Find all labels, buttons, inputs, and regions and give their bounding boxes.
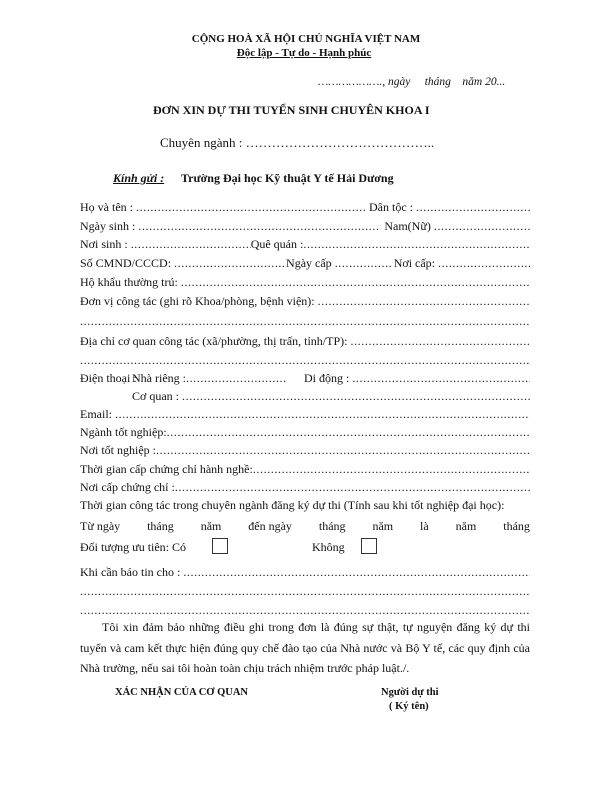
cert-place-label: Nơi cấp chứng chỉ : <box>80 480 175 494</box>
work-address-row[interactable] <box>80 334 530 348</box>
email-label: Email: <box>80 407 115 421</box>
contact-field-line2[interactable] <box>80 584 530 598</box>
birthplace-label: Nơi sinh : <box>80 237 131 251</box>
applicant-label: Người dự thi <box>381 687 439 698</box>
period-years: năm <box>455 519 477 533</box>
full-name-field[interactable] <box>136 200 366 214</box>
dob-field[interactable] <box>138 219 378 233</box>
cert-place-field[interactable] <box>175 480 530 494</box>
id-row[interactable] <box>80 256 530 270</box>
contact-field[interactable] <box>183 565 530 579</box>
workplace-label: Đơn vị công tác (ghi rõ Khoa/phòng, bệnh viện): <box>80 294 318 308</box>
national-motto: Độc lập - Tự do - Hạnh phúc <box>236 47 372 59</box>
grad-place-row[interactable] <box>80 443 530 457</box>
work-address-field-line2[interactable] <box>80 353 530 367</box>
period-to-year: năm <box>372 519 394 533</box>
cert-date-field[interactable] <box>253 462 530 476</box>
phone-office-field[interactable] <box>182 389 530 403</box>
dob-row[interactable] <box>80 219 530 233</box>
birthplace-field[interactable] <box>131 237 251 251</box>
gender-label: Nam(Nữ) <box>378 219 434 233</box>
full-name-label: Họ và tên : <box>80 200 136 214</box>
id-field[interactable] <box>174 256 286 270</box>
major-label: Ngành tốt nghiệp: <box>80 425 167 439</box>
hometown-label: Quê quán : <box>250 237 304 251</box>
date-line: ………………., ngày tháng năm 20... <box>318 76 506 88</box>
hometown-field[interactable] <box>303 237 530 251</box>
period-to-day: đến ngày <box>248 519 292 533</box>
to-label: Kính gửi : <box>113 171 165 185</box>
cert-place-row[interactable] <box>80 480 530 494</box>
period-months: tháng <box>503 519 530 533</box>
email-row[interactable] <box>80 407 530 421</box>
email-field[interactable] <box>115 407 530 421</box>
major-row[interactable] <box>80 425 530 439</box>
period-is: là <box>420 519 429 533</box>
period-row[interactable] <box>80 519 530 533</box>
ethnicity-label: Dân tộc : <box>366 200 416 214</box>
cert-date-label: Thời gian cấp chứng chỉ hành nghề: <box>80 462 253 476</box>
workplace-field[interactable] <box>318 294 530 308</box>
period-from-month: tháng <box>147 519 174 533</box>
phone-row[interactable] <box>80 371 530 385</box>
full-name-row[interactable] <box>80 200 530 214</box>
issue-place-field[interactable] <box>438 256 530 270</box>
cert-date-row[interactable] <box>80 462 530 476</box>
issue-date-label: Ngày cấp <box>286 256 335 270</box>
period-to-month: tháng <box>318 519 346 533</box>
pledge-paragraph: Tôi xin đảm bảo những điều ghi trong đơn là đúng sự thật, tự nguyện đăng ký dự thi tuyển và cam kết thực hiện đúng quy chế đào tạo của Nhà nước và Bộ Y tế, các quy định của Nhà trường, nếu sai tôi hoàn toàn chịu trách nhiệm trước pháp luật./. <box>80 620 530 675</box>
work-address-label: Địa chỉ cơ quan công tác (xã/phường, thị trấn, tỉnh/TP): <box>80 334 351 348</box>
contact-row-3[interactable] <box>80 603 530 617</box>
phone-mobile-field[interactable] <box>352 371 530 385</box>
priority-yes-checkbox[interactable] <box>212 538 228 554</box>
contact-label: Khi cần báo tin cho : <box>80 565 184 579</box>
residence-label: Hộ khẩu thường trú: <box>80 275 181 289</box>
residence-row[interactable] <box>80 275 530 289</box>
contact-row-2[interactable] <box>80 584 530 598</box>
phone-label: Điện thoại : <box>80 371 137 385</box>
workplace-field-line2[interactable] <box>80 314 530 328</box>
workplace-continued-row[interactable] <box>80 314 530 328</box>
grad-place-field[interactable] <box>156 443 530 457</box>
priority-no-checkbox[interactable] <box>361 538 377 554</box>
gender-field[interactable] <box>434 219 530 233</box>
workplace-row[interactable] <box>80 294 530 308</box>
contact-row[interactable] <box>80 565 530 579</box>
work-time-label: Thời gian công tác trong chuyên ngành đăng ký dự thi (Tính sau khi tốt nghiệp đại học): <box>80 498 505 512</box>
residence-field[interactable] <box>181 275 530 289</box>
phone-home-field[interactable] <box>186 371 286 385</box>
id-label: Số CMND/CCCD: <box>80 256 175 270</box>
grad-place-label: Nơi tốt nghiệp : <box>80 443 157 457</box>
issue-date-field[interactable] <box>335 256 391 270</box>
contact-field-line3[interactable] <box>80 603 530 617</box>
work-address-continued-row[interactable] <box>80 353 530 367</box>
phone-home-label: Nhà riêng : <box>132 371 186 385</box>
priority-no-label: Không <box>312 540 345 554</box>
to-recipient: Trường Đại học Kỹ thuật Y tế Hải Dương <box>181 171 394 185</box>
ethnicity-field[interactable] <box>416 200 530 214</box>
phone-office-label: Cơ quan : <box>132 389 183 403</box>
period-from-year: năm <box>200 519 222 533</box>
agency-confirmation-label: XÁC NHẬN CỦA CƠ QUAN <box>115 687 248 698</box>
specialty-field[interactable]: Chuyên ngành : …………………………………….. <box>160 135 435 150</box>
form-title: ĐƠN XIN DỰ THI TUYỂN SINH CHUYÊN KHOA I <box>153 103 430 117</box>
work-address-field[interactable] <box>350 334 530 348</box>
dob-label: Ngày sinh : <box>80 219 139 233</box>
birthplace-row[interactable] <box>80 237 530 251</box>
phone-office-row[interactable] <box>132 389 530 403</box>
work-time-row <box>80 498 530 512</box>
sign-note: ( Ký tên) <box>389 701 429 712</box>
priority-label: Đối tượng ưu tiên: Có <box>80 540 187 554</box>
phone-mobile-label: Di động : <box>303 371 353 385</box>
period-from-day: Từ ngày <box>80 519 121 533</box>
major-field[interactable] <box>167 425 530 439</box>
issue-place-label: Nơi cấp: <box>390 256 439 270</box>
national-title: CỘNG HOÀ XÃ HỘI CHỦ NGHĨA VIỆT NAM <box>191 33 421 45</box>
